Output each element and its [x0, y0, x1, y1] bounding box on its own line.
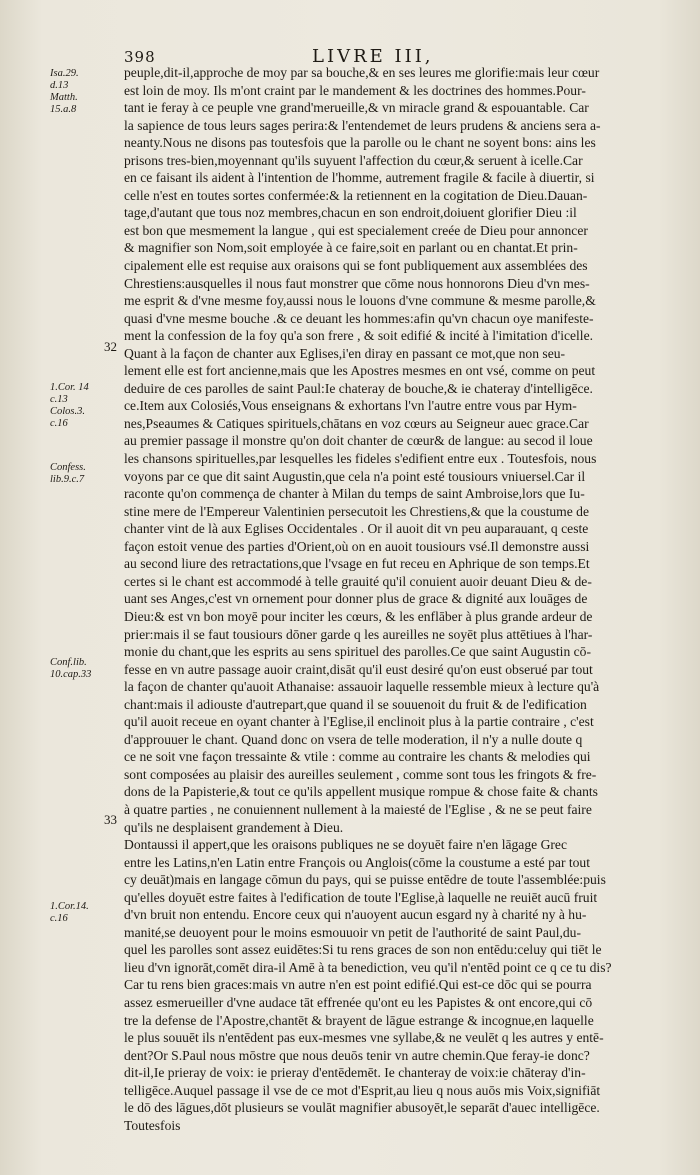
text-line: est bon que mesmement la langue , qui est specialement creée de Dieu pour annoncer: [124, 222, 588, 238]
text-line: celle n'est en toutes sortes confermée:& la retiennent en la cogitation de Dieu.Dauan-: [124, 187, 588, 203]
text-line: qu'il auoit receue en oyant chanter à l'Eglise,il enclinoit plus à la partie contraire , c'est: [124, 714, 594, 730]
margin-note-line: lib.9.c.7: [50, 474, 85, 485]
text-line: stine mere de l'Empereur Valentinien persecutoit les Chrestiens,& que la coustume de: [124, 503, 590, 519]
text-line: est loin de moy. Ils m'ont craint par le mandement & les doctrines des hommes.Pour-: [124, 82, 586, 98]
margin-note-line: c.16: [50, 418, 68, 429]
margin-note-line: 10.cap.33: [50, 669, 92, 680]
text-line: Chrestiens:ausquelles il nous faut monstrer que cōme nous honnorons Dieu d'vn mes-: [124, 275, 590, 291]
text-line: raconte qu'on commença de chanter à Milan du temps de saint Ambroise,lors que Iu-: [124, 486, 585, 502]
text-line: assez esmerueiller d'vne audace tāt effrenée qu'ont eu les Papistes & ont encore,qui cō: [124, 994, 593, 1010]
text-line: chant:mais il adiouste d'autrepart,que quand il se souuenoit du fruit & de l'edification: [124, 696, 587, 712]
margin-note-line: 1.Cor. 14: [50, 382, 89, 393]
margin-note-line: Matth.: [50, 92, 78, 103]
margin-note: [50, 462, 110, 486]
text-line: d'vn bruit non entendu. Encore ceux qui n'auoyent aucun esgard ny à charité ny à hu-: [124, 907, 587, 923]
text-line: monie du chant,que les esprits au sens spirituel des parolles.Ce que saint Augustin cō-: [124, 644, 592, 660]
text-line: au second liure des retractations,que l'vsage en fut receu en Aphrique de son temps.Et: [124, 556, 590, 572]
text-line: entre les Latins,n'en Latin entre François ou Anglois(cōme la coustume a esté par tout: [124, 854, 591, 870]
body-text: [124, 64, 644, 1152]
text-line: certes si le chant est accommodé à telle grauité qu'il conuient auoir deuant Dieu & de-: [124, 573, 592, 589]
margin-note-line: c.16: [50, 913, 68, 924]
margin-note-line: c.13: [50, 394, 68, 405]
text-line: Dieu:& est vn bon moyē pour inciter les cœurs, & les enflāber à plus grande ardeur de: [124, 608, 593, 624]
margin-note-line: Confess.: [50, 462, 86, 473]
text-line: & magnifier son Nom,soit employée à ce faire,soit en parlant ou en chantat.Et prin-: [124, 240, 578, 256]
text-line: Dontaussi il appert,que les oraisons publiques ne se doyuēt faire n'en lāgage Grec: [124, 837, 567, 853]
text-line: la sapience de tous leurs sages perira:& l'entendemet de leurs prudens & anciens sera a-: [124, 117, 601, 133]
text-line: cy deuāt)mais en langage cōmun du pays, qui se puisse entēdre de toute l'assemblée:puis: [124, 872, 606, 888]
text-line: cipalement elle est requise aux oraisons qui se font publiquement aux assemblées des: [124, 258, 588, 274]
margin-note-line: 15.a.8: [50, 104, 77, 115]
paragraph-number: 32: [104, 339, 117, 354]
text-line: me esprit & d'vne mesme foy,aussi nous le louons d'vne commune & mesme parolle,&: [124, 293, 596, 309]
text-line: manité,se deuoyent pour le moins esmouuoir vn petit de l'authorité de saint Paul,du-: [124, 924, 581, 940]
margin-note: [50, 901, 110, 925]
margin-notes: [0, 0, 110, 1175]
text-line: dent?Or S.Paul nous mōstre que nous deuōs tenir vn autre chemin.Que feray-ie donc?: [124, 1047, 590, 1063]
text-line: ment la confession de la foy qu'a son frere , & soit edifié & incité à l'imitation d'icelle.: [124, 328, 594, 344]
text-line: dons de la Papisterie,& tout ce qu'ils appellent musique rompue & chose faite & chants: [124, 784, 598, 800]
text-line: au premier passage il monstre qu'on doit chanter de cœur& de langue: au secod il loue: [124, 433, 593, 449]
text-line: qu'elles doyuēt estre faites à l'edification de toute l'Eglise,à laquelle ne reuiēt aucū fruit: [124, 889, 598, 905]
text-line: deduire de ces parolles de saint Paul:Ie chateray de bouche,& ie chateray d'intelligēce.: [124, 380, 593, 396]
text-line: lieu d'vn ignorāt,comēt dira-il Amē à ta benediction, veu qu'il n'entēd point ce q ce tu dis?: [124, 959, 612, 975]
text-line: à quatre parties , ne conuiennent nullement à la maiesté de l'Eglise , & ne se peut faire: [124, 801, 592, 817]
text-line: peuple,dit-il,approche de moy par sa bouche,& en ses leures me glorifie:mais leur cœur: [124, 65, 600, 80]
margin-note-line: Colos.3.: [50, 406, 86, 417]
text-line: quel les parolles sont assez euidētes:Si tu rens graces de son non entēdu:celuy qui tiēt le: [124, 942, 602, 958]
margin-note: [50, 382, 110, 430]
text-line: d'approuuer le chant. Quand donc on vsera de telle moderation, il n'y a nulle doute q: [124, 731, 583, 747]
text-line: lement elle est fort ancienne,mais que les Apostres mesmes en ont vsé, comme on peut: [124, 363, 596, 379]
text-line: chanter vint de là aux Eglises Occidentales . Or il auoit dit vn peu auparauant, q ceste: [124, 521, 589, 537]
text-line: prier:mais il se faut tousiours dōner garde q les aureilles ne soyēt plus attētiues à l'har-: [124, 626, 593, 642]
text-line: sont composées au plaisir des aureilles seulement , comme sont tous les fringots & fre-: [124, 766, 597, 782]
text-line: le plus souuēt ils n'entēdent pas eux-mesmes vne syllabe,& ne veulēt q les autres y entē-: [124, 1030, 604, 1046]
text-line: les chansons spirituelles,par lesquelles les fideles s'edifient entre eux . Toutesfois, nous: [124, 451, 597, 467]
text-line: façon estoit venue des parties d'Orient,où on en auoit tousiours vsé.Il demonstre aussi: [124, 538, 590, 554]
text-line: voyons par ce que dit saint Augustin,que cela n'a point esté tousiours vniuersel.Car il: [124, 468, 586, 484]
text-line: quasi d'vne mesme bouche .& ce deuant les hommes:afin qu'vn chacun oye manifeste-: [124, 310, 594, 326]
text-line: le dō des lāgues,dōt plusieurs se voulāt magnifier abusoyēt,le separāt d'auec intelligēce.: [124, 1100, 600, 1116]
margin-note: [50, 657, 110, 681]
margin-note: [50, 68, 110, 116]
margin-note-line: Conf.lib.: [50, 657, 87, 668]
margin-note-line: Isa.29.: [50, 68, 79, 79]
text-line: nes,Pseaumes & Catiques spirituels,chātans en voz cœurs au Seigneur auec grace.Car: [124, 415, 589, 431]
text-line: ce ne soit vne façon tressainte & vtile : comme au contraire les chants & melodies qui: [124, 749, 591, 765]
text-line: ce.Item aux Colosiés,Vous enseignans & exhortans l'vn l'autre entre vous par Hym-: [124, 398, 577, 414]
text-line: Quant à la façon de chanter aux Eglises,i'en diray en passant ce mot,que non seu-: [124, 345, 566, 361]
text-line: qu'ils ne desplaisent grandement à Dieu.: [124, 819, 344, 835]
text-line: Toutesfois: [124, 1117, 181, 1133]
catchword: [124, 1134, 644, 1152]
text-line: fesse en vn autre passage auoir craint,disāt qu'il eust desiré qu'on eust obserué par tout: [124, 661, 593, 677]
text-line: tage,d'autant que tous noz membres,chacun en son endroit,doiuent glorifier Dieu :il: [124, 205, 577, 221]
text-line: en ce faisant ils aident à l'intention de l'homme, autrement fragile & facile à diuertir, si: [124, 170, 595, 186]
page-number: 398: [124, 48, 156, 66]
text-line: Car tu rens bien graces:mais vn autre n'en est point edifié.Qui est-ce dōc qui se pourra: [124, 977, 592, 993]
margin-note-line: 1.Cor.14.: [50, 901, 89, 912]
text-line: neanty.Nous ne disons pas toutesfois que la parolle ou le chant ne soyent bons: ains les: [124, 135, 596, 151]
text-line: dit-il,Ie prieray de voix: ie prieray d'entēdemēt. Ie chanteray de voix:ie chāteray d'in-: [124, 1065, 586, 1081]
text-line: la façon de chanter qu'auoit Athanaise: assauoir laquelle ressemble mieux à lecture qu'à: [124, 679, 600, 695]
text-line: prisons tres-bien,moyennant qu'ils suyuent l'affection du cœur,& seruent à icelle.Car: [124, 152, 583, 168]
text-line: telligēce.Auquel passage il vse de ce mot d'Esprit,au lieu q nous auōs mis Voix,signifiāt: [124, 1082, 601, 1098]
text-line: tant ie feray à ce peuple vne grand'merueille,& vn miracle grand & espouantable. Car: [124, 100, 589, 116]
text-line: tre la defense de l'Apostre,chantēt & brayent de lāgue estrange & incognue,en laquelle: [124, 1012, 594, 1028]
margin-note-line: d.13: [50, 80, 69, 91]
paragraph-number: 33: [104, 812, 117, 827]
text-line: uant ses Anges,c'est vn ornement pour donner plus de grace & dignité aux louāges de: [124, 591, 588, 607]
running-title: LIVRE III,: [312, 46, 434, 67]
